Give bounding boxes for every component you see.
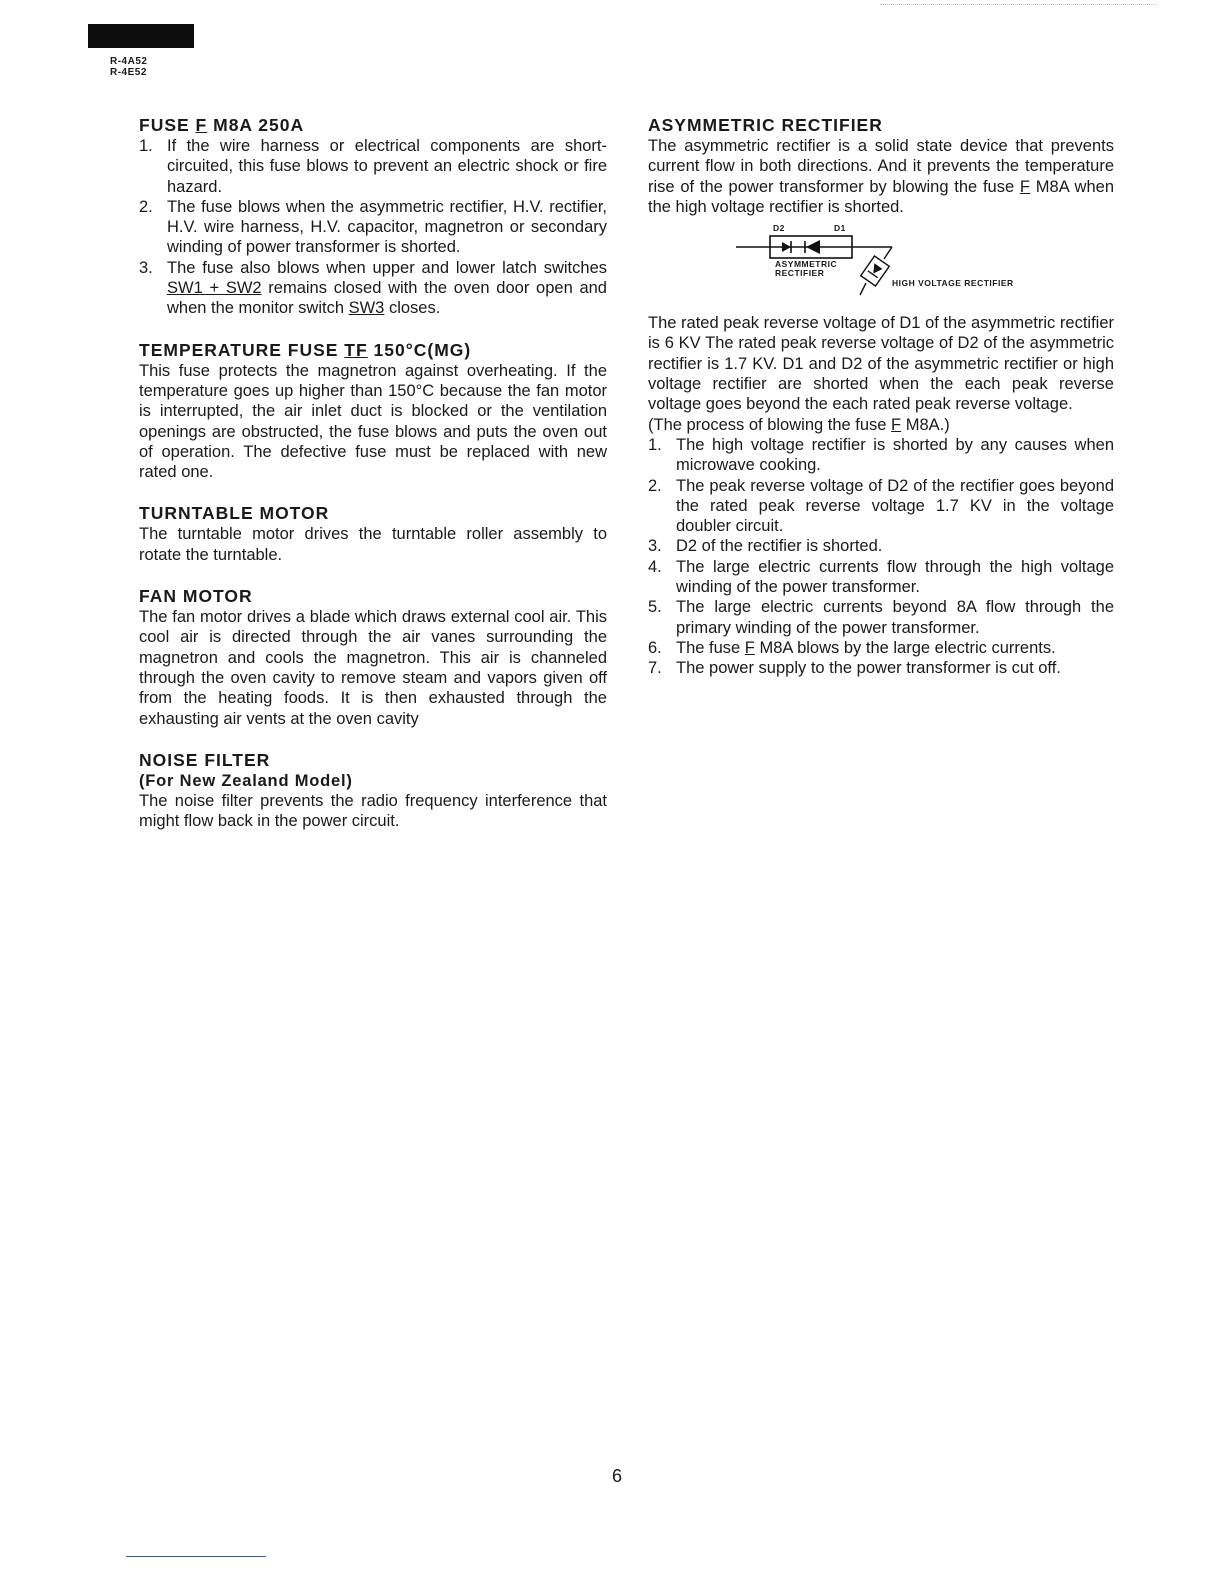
fuse-heading-suffix: M8A 250A bbox=[207, 115, 305, 135]
fuse-heading-ref: F bbox=[195, 115, 208, 135]
temp-fuse-heading-ref: TF bbox=[344, 339, 368, 360]
list-number: 7. bbox=[648, 659, 662, 678]
fan-motor-text: The fan motor drives a blade which draws external cool air. This cool air is directed through the air vanes surrounding the magnetron and cools the magnetron. This air is channeled through the oven cavity to remove steam and vapors given off from the heating foods. It is then exhausted through the exhausting air vents at the oven cavity bbox=[139, 608, 607, 728]
turntable-motor-heading: TURNTABLE MOTOR bbox=[139, 503, 330, 524]
list-text: D2 of the rectifier is shorted. bbox=[676, 537, 883, 556]
list-number: 6. bbox=[648, 638, 662, 657]
noise-filter-heading: NOISE FILTER bbox=[139, 749, 271, 770]
list-text-part: The fuse bbox=[676, 638, 745, 657]
list-item bbox=[139, 197, 607, 258]
left-column bbox=[139, 114, 607, 851]
asymmetric-rectifier-intro bbox=[648, 136, 1114, 217]
turntable-motor-section bbox=[139, 502, 607, 565]
list-item bbox=[139, 258, 607, 319]
list-item bbox=[139, 136, 607, 197]
list-text bbox=[167, 258, 607, 319]
diagram-label-rectifier: RECTIFIER bbox=[775, 268, 825, 279]
list-number: 3. bbox=[139, 258, 153, 277]
diagram-label-d1: D1 bbox=[834, 223, 846, 234]
process-heading bbox=[648, 415, 1114, 435]
list-text: The fuse blows when the asymmetric rectifier, H.V. rectifier, H.V. wire harness, H.V. capacitor, magnetron or secondary winding of power transformer is shorted. bbox=[167, 197, 607, 257]
list-text: The peak reverse voltage of D2 of the rectifier goes beyond the rated peak reverse voltage 1.7 KV in the voltage doubler circuit. bbox=[676, 476, 1114, 536]
list-number: 2. bbox=[648, 476, 662, 495]
list-item bbox=[648, 476, 1114, 537]
list-item bbox=[648, 435, 1114, 476]
list-text: If the wire harness or electrical components are short-circuited, this fuse blows to prevent an electric shock or fire hazard. bbox=[167, 137, 607, 196]
switch-ref-sw3: SW3 bbox=[348, 299, 385, 318]
rated-voltage-text: The rated peak reverse voltage of D1 of the asymmetric rectifier is 6 KV The rated peak reverse voltage of D2 of the asymmetric rectifier is 1.7 KV. D1 and D2 of the asymmetric rectifier or high voltage rectifier are shorted when the each peak reverse voltage goes beyond the each rated peak reverse voltage. bbox=[648, 314, 1114, 414]
fuse-section bbox=[139, 114, 607, 319]
process-steps-list bbox=[648, 435, 1114, 679]
diagram-label-hv-rectifier: HIGH VOLTAGE RECTIFIER bbox=[892, 278, 1014, 289]
list-text-part: closes. bbox=[384, 299, 441, 318]
right-column bbox=[648, 114, 1114, 679]
fuse-heading-prefix: FUSE bbox=[139, 115, 196, 135]
switch-ref-sw1-sw2: SW1 + SW2 bbox=[167, 279, 262, 298]
list-item bbox=[648, 597, 1114, 638]
temperature-fuse-heading bbox=[139, 339, 607, 361]
noise-filter-section bbox=[139, 749, 607, 832]
list-item bbox=[648, 557, 1114, 598]
list-text: The high voltage rectifier is shorted by any causes when microwave cooking. bbox=[676, 435, 1114, 475]
asymmetric-rectifier-heading: ASYMMETRIC RECTIFIER bbox=[648, 115, 883, 135]
page-number: 6 bbox=[612, 1466, 623, 1486]
rectifier-diagram bbox=[648, 217, 1114, 313]
top-dotted-rule bbox=[880, 4, 1156, 6]
fuse-ref: F bbox=[744, 638, 755, 657]
fan-motor-section bbox=[139, 585, 607, 729]
list-number: 2. bbox=[139, 197, 153, 216]
list-item bbox=[648, 638, 1114, 658]
list-number: 3. bbox=[648, 537, 662, 556]
list-item bbox=[648, 658, 1114, 678]
noise-filter-subheading: (For New Zealand Model) bbox=[139, 771, 353, 790]
list-text: The power supply to the power transformer is cut off. bbox=[676, 659, 1061, 678]
intro-text-part: M8A when the high voltage rectifier is shorted. bbox=[648, 177, 1114, 216]
diagram-label-d2: D2 bbox=[773, 223, 785, 234]
model-number-2: R-4E52 bbox=[110, 67, 147, 78]
list-text-part: The fuse also blows when upper and lower latch switches bbox=[167, 258, 607, 277]
rectifier-schematic bbox=[648, 217, 1114, 313]
list-item bbox=[648, 536, 1114, 556]
temp-fuse-heading-suffix: 150°C(MG) bbox=[367, 339, 472, 360]
temperature-fuse-section bbox=[139, 339, 607, 483]
intro-text-part: The asymmetric rectifier is a solid state device that prevents current flow in both directions. And it prevents the temperature rise of the power transformer by blowing the fuse bbox=[648, 137, 1114, 196]
noise-filter-text: The noise filter prevents the radio frequency interference that might flow back in the power circuit. bbox=[139, 791, 607, 831]
fuse-ref: F bbox=[1019, 177, 1031, 196]
temp-fuse-heading-prefix: TEMPERATURE FUSE bbox=[139, 339, 345, 360]
list-number: 4. bbox=[648, 557, 662, 576]
list-text bbox=[676, 638, 1114, 658]
fan-motor-heading: FAN MOTOR bbox=[139, 586, 253, 607]
list-text: The large electric currents flow through the high voltage winding of the power transformer. bbox=[676, 557, 1114, 597]
list-number: 1. bbox=[139, 137, 153, 155]
temperature-fuse-text: This fuse protects the magnetron against overheating. If the temperature goes up higher than 150°C because the fan motor is interrupted, the air inlet duct is blocked or the ventilation openings are obstructed, the fuse blows and puts the oven out of operation. The defective fuse must be replaced with new rated one. bbox=[139, 361, 607, 482]
turntable-motor-text: The turntable motor drives the turntable roller assembly to rotate the turntable. bbox=[139, 525, 607, 564]
process-fuse-ref: F bbox=[891, 415, 902, 434]
bottom-rule bbox=[126, 1556, 266, 1557]
header-black-bar bbox=[88, 24, 194, 48]
diagram-label-asymmetric: ASYMMETRIC bbox=[775, 259, 838, 270]
fuse-heading bbox=[139, 114, 607, 136]
list-text-part: remains closed with the oven door open and when the monitor switch bbox=[167, 279, 607, 318]
list-text-part: M8A blows by the large electric currents. bbox=[754, 638, 1056, 657]
list-number: 1. bbox=[648, 435, 662, 454]
process-text-part: M8A.) bbox=[901, 415, 950, 434]
list-number: 5. bbox=[648, 598, 662, 617]
list-text: The large electric currents beyond 8A flow through the primary winding of the power transformer. bbox=[676, 598, 1114, 637]
model-number-1: R-4A52 bbox=[110, 56, 148, 67]
fuse-list bbox=[139, 136, 607, 319]
process-text-part: (The process of blowing the fuse bbox=[648, 415, 892, 434]
